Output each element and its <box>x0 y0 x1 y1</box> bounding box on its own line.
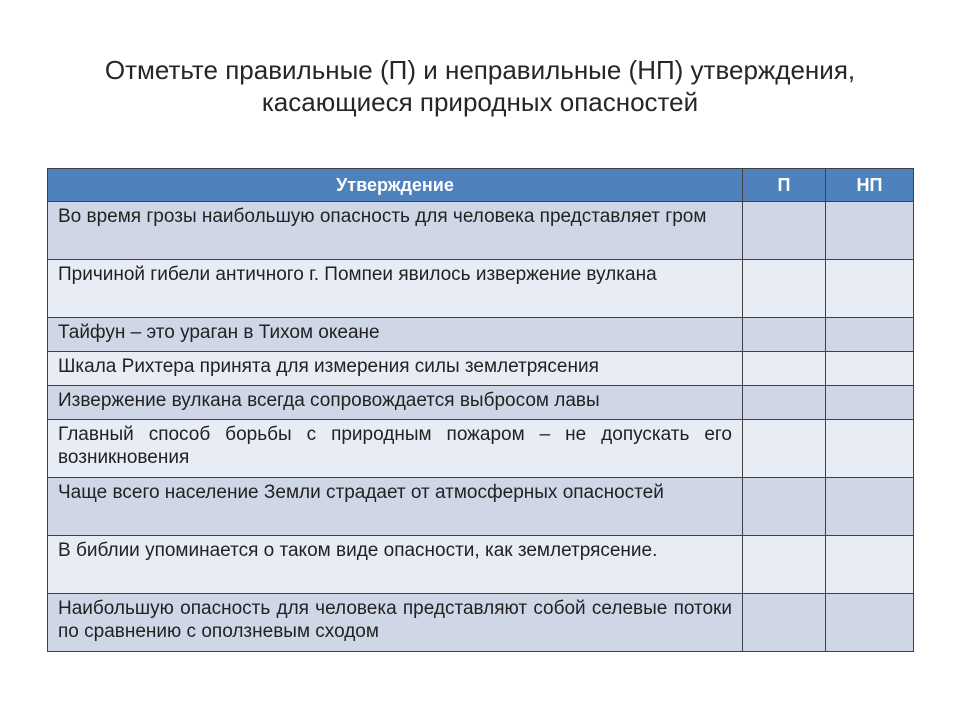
false-mark-cell[interactable] <box>826 260 914 318</box>
true-mark-cell[interactable] <box>743 386 826 420</box>
header-statement: Утверждение <box>48 169 743 202</box>
statement-cell: Причиной гибели античного г. Помпеи явилось извержение вулкана <box>48 260 743 318</box>
false-mark-cell[interactable] <box>826 352 914 386</box>
header-true: П <box>743 169 826 202</box>
true-mark-cell[interactable] <box>743 478 826 536</box>
statement-cell: Главный способ борьбы с природным пожаром – не допускать его возникновения <box>48 420 743 478</box>
true-mark-cell[interactable] <box>743 594 826 652</box>
title-line-2: касающиеся природных опасностей <box>261 87 699 117</box>
true-mark-cell[interactable] <box>743 536 826 594</box>
table-header-row <box>48 169 914 202</box>
table-row <box>48 352 914 386</box>
false-mark-cell[interactable] <box>826 202 914 260</box>
true-mark-cell[interactable] <box>743 352 826 386</box>
table-row <box>48 478 914 536</box>
statements-table <box>47 168 914 652</box>
true-mark-cell[interactable] <box>743 260 826 318</box>
statement-cell: Во время грозы наибольшую опасность для человека представляет гром <box>48 202 743 260</box>
table-row <box>48 202 914 260</box>
statement-cell: В библии упоминается о таком виде опасности, как землетрясение. <box>48 536 743 594</box>
statement-cell: Тайфун – это ураган в Тихом океане <box>48 318 743 352</box>
table-row <box>48 536 914 594</box>
page-title <box>0 54 960 118</box>
table-row <box>48 594 914 652</box>
false-mark-cell[interactable] <box>826 318 914 352</box>
false-mark-cell[interactable] <box>826 536 914 594</box>
true-mark-cell[interactable] <box>743 202 826 260</box>
true-mark-cell[interactable] <box>743 420 826 478</box>
statement-cell: Чаще всего население Земли страдает от атмосферных опасностей <box>48 478 743 536</box>
false-mark-cell[interactable] <box>826 478 914 536</box>
false-mark-cell[interactable] <box>826 420 914 478</box>
false-mark-cell[interactable] <box>826 594 914 652</box>
statement-cell: Наибольшую опасность для человека представляют собой селевые потоки по сравнению с оползневым сходом <box>48 594 743 652</box>
statement-cell: Шкала Рихтера принята для измерения силы землетрясения <box>48 352 743 386</box>
title-line-1: Отметьте правильные (П) и неправильные (НП) утверждения, <box>104 55 856 85</box>
table-row <box>48 386 914 420</box>
true-mark-cell[interactable] <box>743 318 826 352</box>
table-row <box>48 420 914 478</box>
header-false: НП <box>826 169 914 202</box>
table-row <box>48 260 914 318</box>
statement-cell: Извержение вулкана всегда сопровождается выбросом лавы <box>48 386 743 420</box>
false-mark-cell[interactable] <box>826 386 914 420</box>
table-row <box>48 318 914 352</box>
